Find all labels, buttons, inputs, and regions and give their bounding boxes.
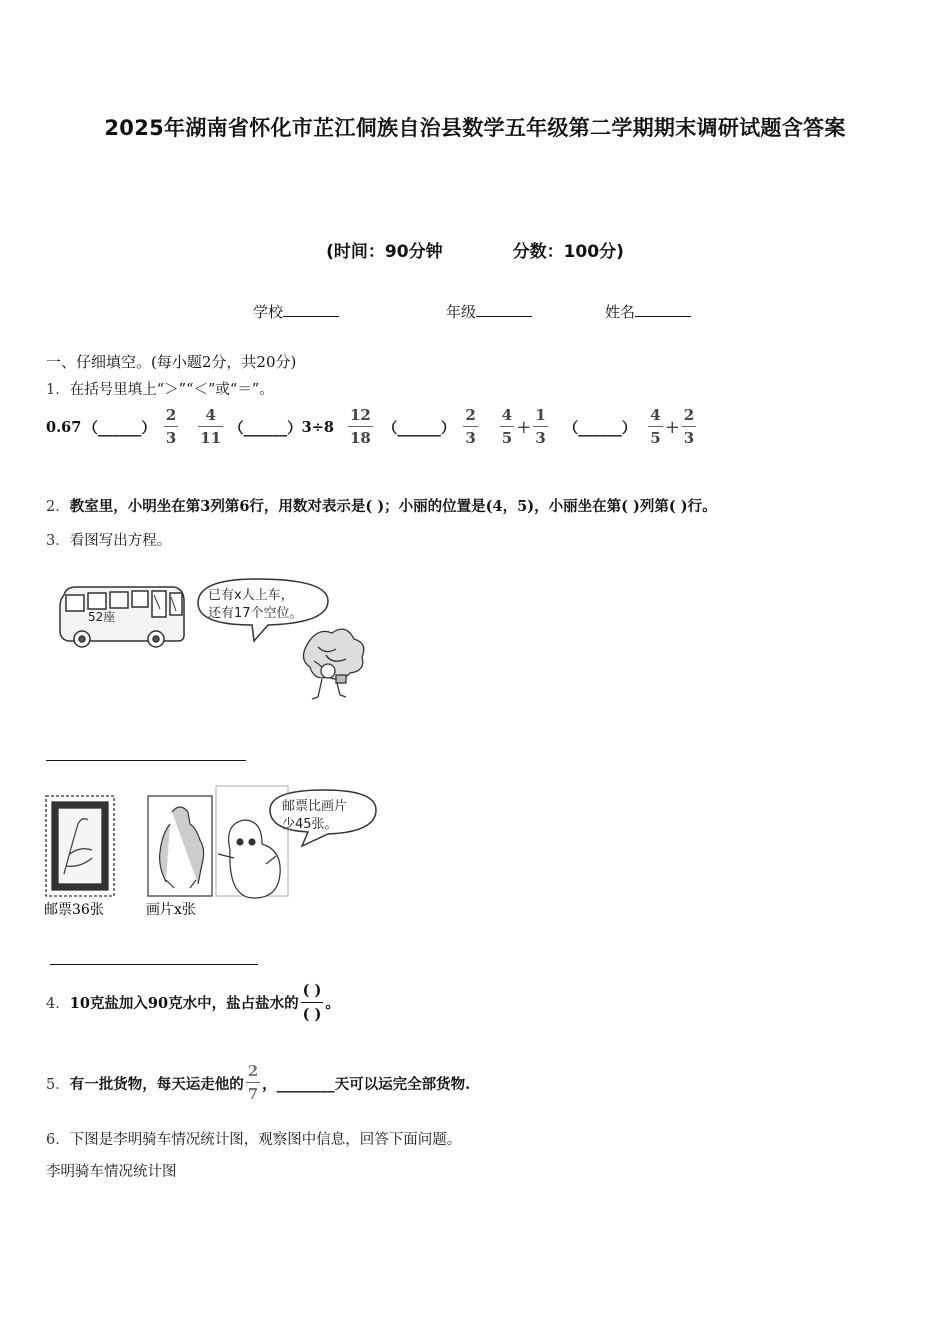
- fraction: $\frac{1}{3}$: [535, 406, 546, 447]
- question-number: 3．: [46, 533, 70, 549]
- bus-seat-label: 52座: [88, 610, 116, 624]
- question-6: [46, 1128, 461, 1149]
- bubble-line: 少45张。: [282, 817, 338, 832]
- comparison-row: [46, 408, 696, 446]
- question-end: 。: [325, 995, 340, 1012]
- plus-sign: +: [664, 416, 680, 438]
- question-4: [46, 982, 340, 1023]
- bus-illustration: [46, 575, 386, 705]
- page-title: 2025年湖南省怀化市芷江侗族自治县数学五年级第二学期期末调研试题含答案: [104, 116, 846, 140]
- pictures-caption: 画片x张: [146, 902, 196, 918]
- fraction: $\frac{4}{5}$: [650, 406, 661, 447]
- question-number: 2．: [46, 499, 70, 515]
- question-number: 1．: [46, 382, 70, 398]
- question-number: 5．: [46, 1076, 70, 1093]
- plus-sign: +: [516, 416, 532, 438]
- fraction: $\frac{2}{3}$: [165, 406, 177, 447]
- stamps-caption: 邮票36张: [44, 902, 104, 918]
- answer-blank[interactable]: （______）: [382, 419, 456, 437]
- question-5: [46, 1064, 470, 1102]
- name-field[interactable]: [605, 301, 691, 322]
- exam-meta: [0, 237, 950, 262]
- division-expression: 3÷8: [301, 418, 334, 436]
- question-number: 6．: [46, 1132, 70, 1148]
- question-3: [46, 529, 171, 550]
- school-field[interactable]: [253, 301, 339, 322]
- speech-bubble: [198, 579, 328, 641]
- picture-card-icon: [148, 796, 212, 896]
- cabbage-character-icon: [303, 629, 363, 699]
- fraction-answer-blank[interactable]: ( ) ( ): [302, 982, 322, 1023]
- score-label: 分数：100分): [512, 242, 624, 262]
- bubble-line: 邮票比画片: [282, 799, 348, 814]
- answer-blank[interactable]: （______）: [83, 419, 156, 437]
- stamps-illustration: [44, 784, 384, 924]
- grade-field[interactable]: [446, 301, 532, 322]
- decimal-value: 0.67: [46, 418, 82, 436]
- name-label: 姓名: [605, 303, 636, 321]
- bubble-line: 已有x人上车，: [208, 588, 294, 603]
- question-text: 教室里，小明坐在第3列第6行，用数对表示是( )；小丽的位置是(4，5)，小丽坐在第( )列第( )行。: [69, 498, 717, 515]
- stamp-icon: [46, 796, 114, 896]
- fraction: $\frac{2}{3}$: [465, 406, 476, 447]
- question-text: 在括号里填上“＞”“＜”或“＝”。: [69, 382, 274, 398]
- question-text-end: ，________天可以运完全部货物.: [262, 1075, 471, 1093]
- bus-icon: [60, 587, 184, 647]
- question-text: 看图写出方程。: [69, 533, 172, 549]
- fraction: $\frac{2}{7}$: [247, 1062, 259, 1103]
- question-1: [46, 378, 274, 399]
- section-heading: 一、仔细填空。(每小题2分，共20分): [46, 353, 297, 371]
- fraction: $\frac{4}{5}$: [501, 406, 513, 447]
- fraction: $\frac{12}{18}$: [349, 406, 371, 447]
- question-text: 有一批货物，每天运走他的: [69, 1075, 244, 1093]
- question-2: [46, 495, 717, 516]
- answer-line[interactable]: [46, 760, 246, 761]
- chart-caption: 李明骑车情况统计图: [46, 1164, 177, 1180]
- answer-line[interactable]: [50, 964, 258, 965]
- fraction: $\frac{2}{3}$: [683, 406, 695, 447]
- time-label: (时间：90分钟: [326, 242, 443, 262]
- school-label: 学校: [253, 303, 284, 321]
- bubble-line: 还有17个空位。: [208, 606, 303, 621]
- question-text: 10克盐加入90克水中，盐占盐水的: [69, 995, 299, 1012]
- fraction: $\frac{4}{11}$: [200, 406, 222, 447]
- answer-blank[interactable]: （______）: [229, 419, 302, 437]
- answer-blank[interactable]: （______）: [563, 419, 637, 437]
- question-text: 下图是李明骑车情况统计图，观察图中信息，回答下面问题。: [69, 1132, 462, 1148]
- grade-label: 年级: [446, 303, 477, 321]
- question-number: 4．: [46, 996, 70, 1012]
